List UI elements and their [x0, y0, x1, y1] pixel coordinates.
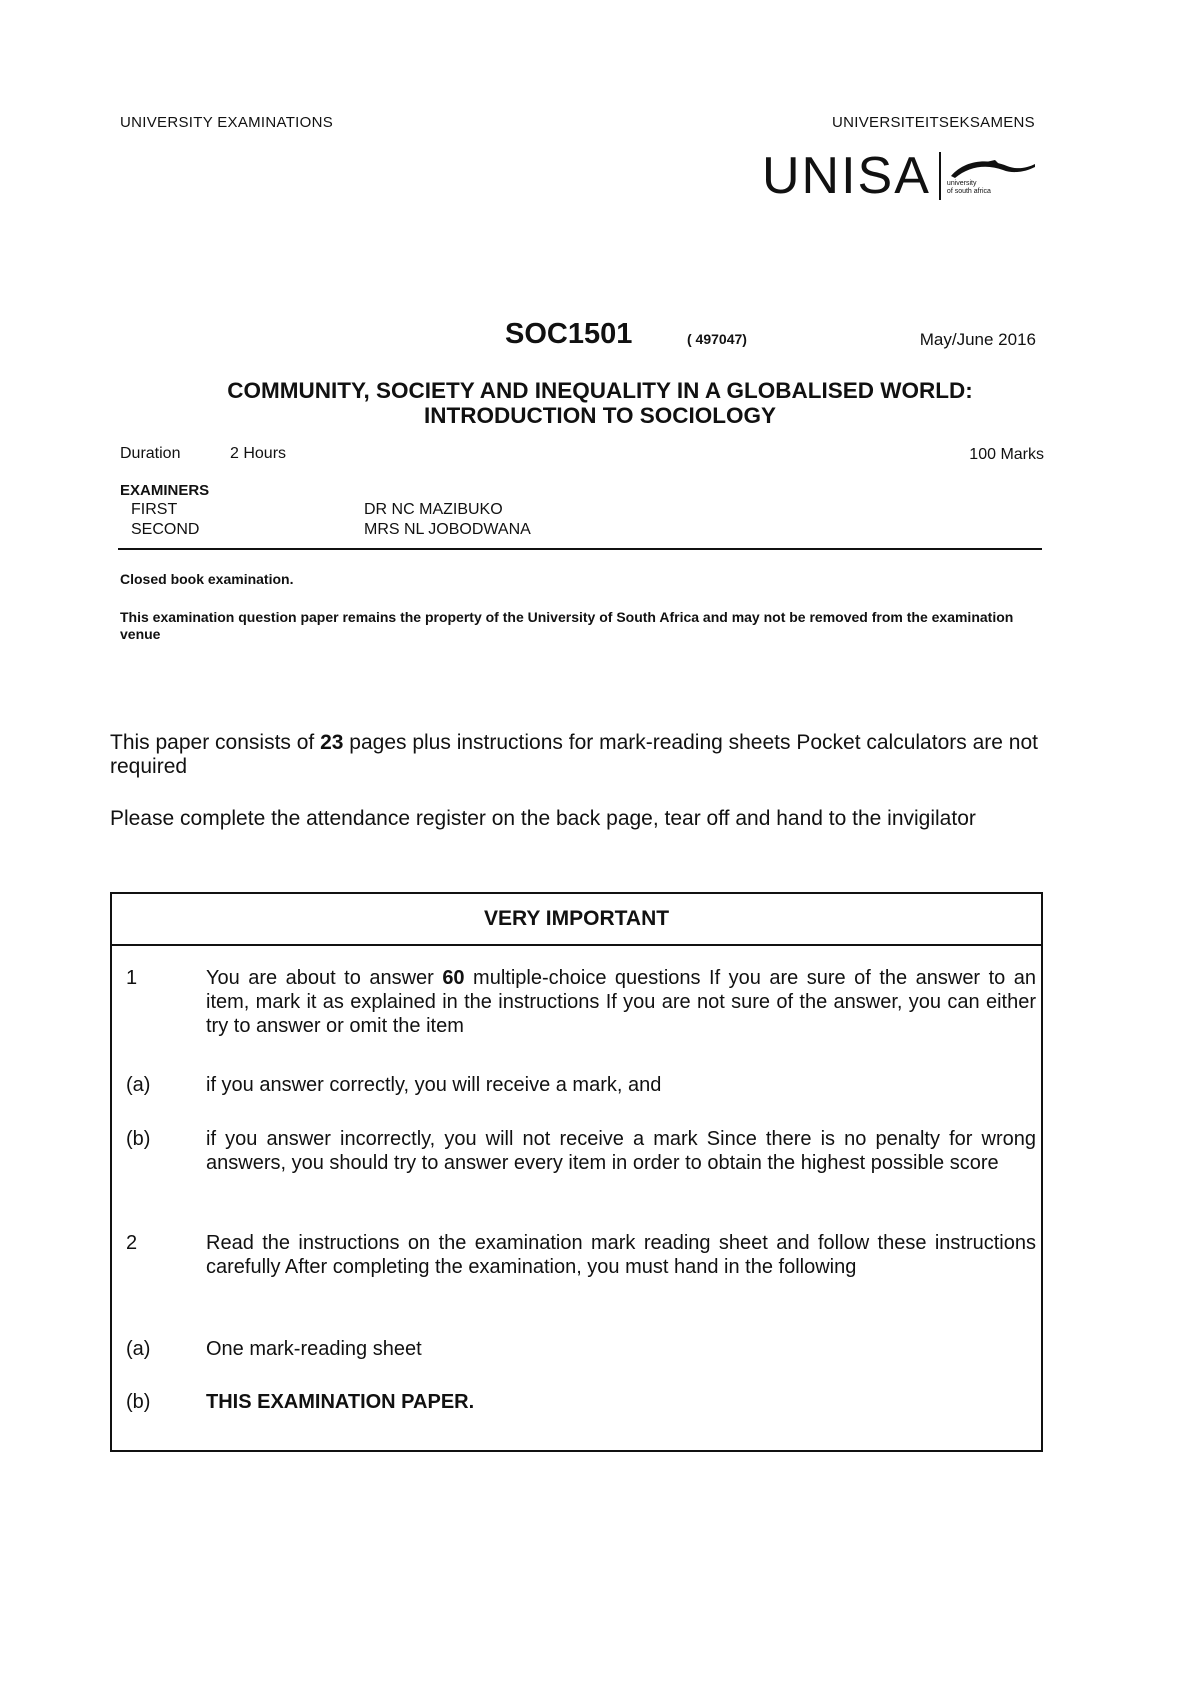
logo-sub-line1: university — [946, 180, 977, 187]
exam-date: May/June 2016 — [919, 330, 1036, 349]
instruction-item-2 — [126, 1231, 1036, 1311]
item-text: Read the instructions on the examination mark reading sheet and follow these instructions carefully After completing the examination, you must hand in the following — [206, 1232, 1036, 1278]
duration-value: 2 Hours — [230, 445, 287, 462]
total-marks: 100 Marks — [969, 446, 1044, 463]
header-right: UNIVERSITEITSEKSAMENS — [831, 114, 1035, 131]
unisa-logo — [762, 147, 1037, 205]
question-count: 60 — [442, 967, 465, 989]
attendance-paragraph: Please complete the attendance register on the back page, tear off and hand to the invigilator — [110, 807, 976, 830]
pages-text-before: This paper consists of — [110, 731, 321, 754]
pages-text-after: pages plus instructions for mark-reading sheets Pocket calculators are not required — [110, 731, 1038, 778]
instruction-item-2a — [126, 1337, 1036, 1367]
item1-text-after: multiple-choice questions If you are sure of the answer to an item, mark it as explained in the instructions If you are not sure of the answer, you can either try to answer or omit the item — [206, 967, 1037, 1037]
divider-rule — [118, 548, 1042, 550]
pages-paragraph — [110, 731, 1055, 779]
logo-side — [947, 156, 1037, 196]
item1-text-before: You are about to answer — [206, 967, 443, 989]
item-text: One mark-reading sheet — [206, 1338, 422, 1360]
exam-title — [0, 378, 1200, 428]
exam-title-line1: COMMUNITY, SOCIETY AND INEQUALITY IN A GLOBALISED WORLD: — [227, 378, 973, 403]
item-text: if you answer correctly, you will receive a mark, and — [206, 1074, 662, 1096]
logo-mark-icon — [947, 156, 1037, 180]
logo-word: UNISA — [762, 147, 931, 205]
instruction-item-2b — [126, 1390, 1036, 1420]
logo-divider — [939, 152, 941, 200]
item-text: if you answer incorrectly, you will not receive a mark Since there is no penalty for wrong answers, you should try to answer every item in order to obtain the highest possible score — [206, 1128, 1036, 1174]
item-number: (b) — [126, 1128, 151, 1150]
instruction-item-1a — [126, 1073, 1036, 1103]
important-box — [110, 892, 1043, 1452]
item-number: 1 — [126, 967, 138, 989]
item-number: 2 — [126, 1232, 138, 1254]
second-examiner-name: MRS NL JOBODWANA — [364, 521, 531, 538]
item-text: THIS EXAMINATION PAPER. — [206, 1391, 475, 1413]
header-left: UNIVERSITY EXAMINATIONS — [120, 114, 334, 131]
property-note: This examination question paper remains the property of the University of South Africa and may not be removed from the examination venue — [120, 609, 1014, 642]
item-text — [206, 966, 1036, 1038]
logo-sub-line2: of south africa — [946, 188, 991, 195]
first-examiner-name: DR NC MAZIBUKO — [364, 501, 503, 518]
module-code: SOC1501 — [505, 318, 633, 350]
exam-title-line2: INTRODUCTION TO SOCIOLOGY — [423, 403, 777, 428]
item-number: (a) — [126, 1338, 151, 1360]
paper-number: ( 497047) — [687, 331, 747, 347]
page-count: 23 — [320, 731, 344, 754]
important-heading: VERY IMPORTANT — [112, 894, 1041, 946]
instruction-item-1b — [126, 1127, 1036, 1207]
instruction-item-1 — [126, 966, 1036, 1046]
first-examiner-label: FIRST — [131, 501, 178, 518]
second-examiner-label: SECOND — [131, 521, 200, 538]
duration-label: Duration — [120, 445, 181, 462]
examiners-label: EXAMINERS — [120, 482, 210, 499]
closed-book-note: Closed book examination. — [120, 571, 294, 587]
item-number: (a) — [126, 1074, 151, 1096]
item-number: (b) — [126, 1391, 151, 1413]
